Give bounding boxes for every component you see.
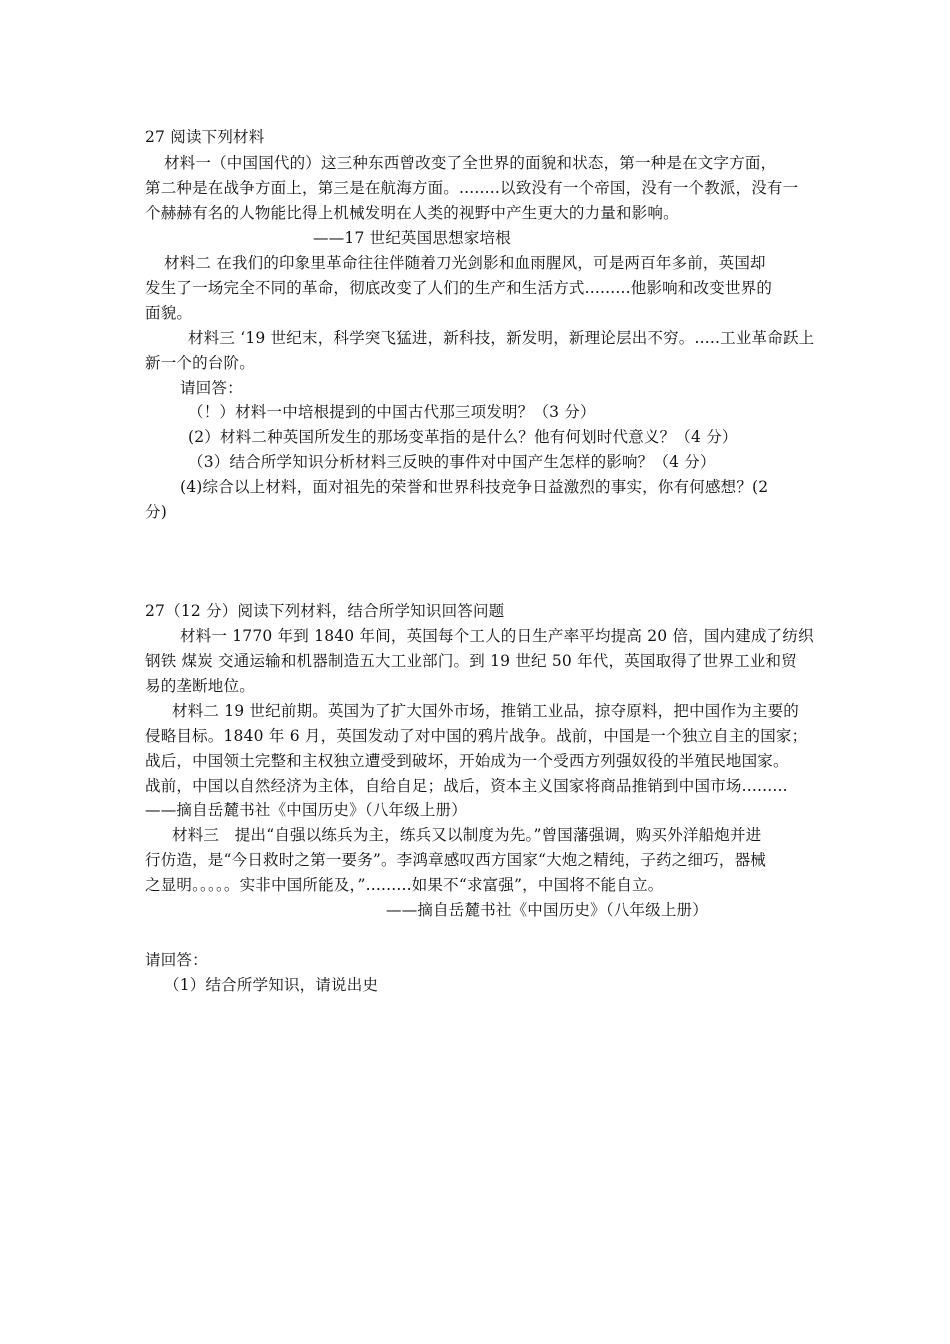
section2-ask: 请回答： [145,951,208,969]
section2-material1-line1: 材料一 1770 年到 1840 年间，英国每个工人的日生产率平均提高 20 倍，国内建成了纺织 [180,627,814,645]
section2-material2-line2: 侵略目标。1840 年 6 月，英国发动了对中国的鸦片战争。战前，中国是一个独立自主的国家； [145,727,808,745]
section2-material1-line2: 钢铁 煤炭 交通运输和机器制造五大工业部门。到 19 世纪 50 年代，英国取得了世界工业和贸 [145,652,797,670]
section2-material2-line4: 战前，中国以自然经济为主体，自给自足；战后，资本主义国家将商品推销到中国市场......... [145,777,788,795]
section1-question4-line2: 分) [145,503,167,521]
section1-question4-line1: (4)综合以上材料，面对祖先的荣誉和世界科技竞争日益激烈的事实，你有何感想？(2 [180,478,769,496]
section2-material2-source: ——摘自岳麓书社《中国历史》（八年级上册） [145,801,467,819]
section2-material3-source: ——摘自岳麓书社《中国历史》（八年级上册） [386,901,708,919]
section1-title: 27 阅读下列材料 [145,128,265,146]
section2-material1-line3: 易的垄断地位。 [145,677,255,695]
section1-material3-line1: 材料三 ‘19 世纪末，科学突飞猛进，新科技，新发明，新理论层出不穷。.....工业革命跃上 [188,329,815,347]
section1-material2-line1: 材料二 在我们的印象里革命往往伴随着刀光剑影和血雨腥风，可是两百年多前，英国却 [164,254,766,272]
section1-material2-line2: 发生了一场完全不同的革命，彻底改变了人们的生产和生活方式.........他影响和改变世界的 [145,279,773,297]
section2-material3-line2: 行仿造，是“今日救时之第一要务”。李鸿章感叹西方国家“大炮之精纯，子药之细巧，器械 [145,851,766,869]
section1-material1-line2: 第二种是在战争方面上，第三是在航海方面。........以致没有一个帝国，没有一个教派，没有一 [145,179,799,197]
section2-material2-line3: 战后，中国领土完整和主权独立遭受到破坏，开始成为一个受西方列强奴役的半殖民地国家。 [145,752,789,770]
section1-material1-line1: 材料一（中国国代的）这三种东西曾改变了全世界的面貌和状态，第一种是在文字方面， [164,154,777,172]
section1-ask: 请回答： [180,379,243,397]
section2-material3-line3: 之显明。。。。。实非中国所能及，”.........如果不“求富强”，中国将不能自立。 [145,876,664,894]
section1-question1: （！）材料一中培根提到的中国古代那三项发明？（3 分） [188,403,596,421]
section1-question3: （3）结合所学知识分析材料三反映的事件对中国产生怎样的影响？（4 分） [188,453,716,471]
section1-material3-line2: 新一个的台阶。 [145,354,255,372]
section2-title: 27（12 分）阅读下列材料，结合所学知识回答问题 [145,602,505,620]
section1-question2: (2）材料二种英国所发生的那场变革指的是什么？他有何划时代意义？（4 分） [188,428,738,446]
section1-material2-line3: 面貌。 [145,304,193,322]
section2-question1: （1）结合所学知识，请说出史 [164,976,379,994]
section2-material2-line1: 材料二 19 世纪前期。英国为了扩大国外市场，推销工业品，掠夺原料，把中国作为主要的 [172,702,799,720]
section1-material1-source: ——17 世纪英国思想家培根 [313,229,511,247]
section2-material3-line1: 材料三 提出“自强以练兵为主，练兵又以制度为先。”曾国藩强调，购买外洋船炮并进 [172,826,762,844]
section1-material1-line3: 个赫赫有名的人物能比得上机械发明在人类的视野中产生更大的力量和影响。 [145,204,679,222]
